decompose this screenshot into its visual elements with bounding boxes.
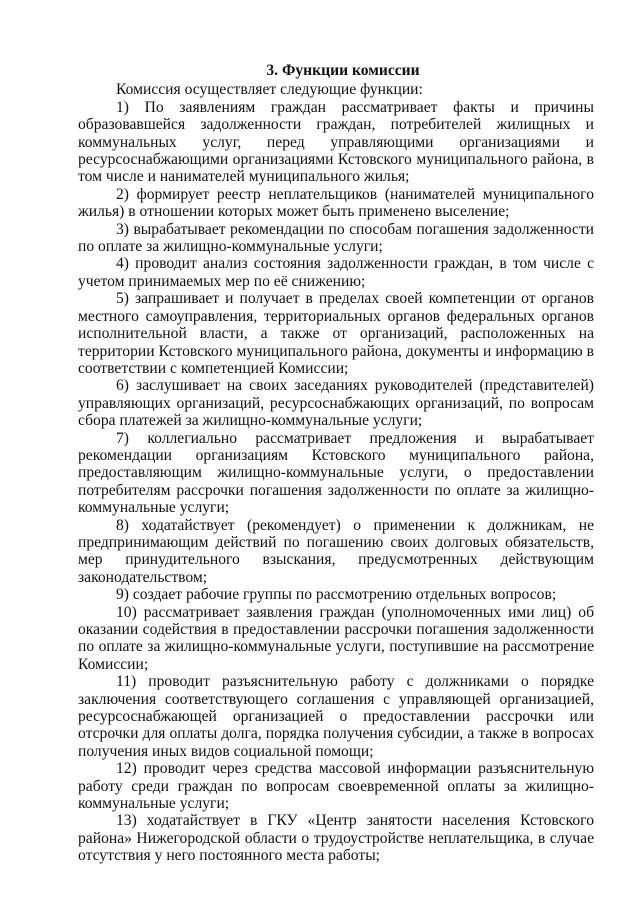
list-item-12: 12) проводит через средства массовой информации разъяснительную работу среди граждан по вопросам своевременной оплаты за жилищно-коммунальные услуги; <box>78 760 594 813</box>
list-item-9: 9) создает рабочие группы по рассмотрению отдельных вопросов; <box>116 586 557 604</box>
list-item-7: 7) коллегиально рассматривает предложения и вырабатывает рекомендации организациям Кстовского муниципального района, предоставляющим жилищно-коммунальные услуги, о предоставлении потребителям рассрочки погашения задолженности по оплате за жилищно-коммунальные услуги; <box>78 429 594 517</box>
list-item-10: 10) рассматривает заявления граждан (уполномоченных ими лиц) об оказании содействия в предоставлении рассрочки погашения задолженности по оплате за жилищно-коммунальные услуги, поступившие на рассмотрение Комиссии; <box>78 603 594 673</box>
list-item-5: 5) запрашивает и получает в пределах своей компетенции от органов местного самоуправления, территориальных органов федеральных органов исполнительной власти, а также от организаций, расположенных на территории Кстовского муниципального района, документы и информацию в соответствии с компетенцией Комиссии; <box>78 290 594 377</box>
list-item-8: 8) ходатайствует (рекомендует) о применении к должникам, не предпринимающим действий по погашению своих долговых обязательств, мер принудительного взыскания, предусмотренных действующим законодательством; <box>78 516 594 586</box>
section-heading: 3. Функции комиссии <box>266 62 420 79</box>
list-item-3: 3) вырабатывает рекомендации по способам погашения задолженности по оплате за жилищно-коммунальные услуги; <box>78 220 594 256</box>
list-item-11: 11) проводит разъяснительную работу с должниками о порядке заключения соответствующего соглашения с управляющей организацией, ресурсоснабжающей организацией о предоставлении рассрочки или отсрочки для оплаты долга, порядка получения субсидии, а также в вопросах получения иных видов социальной помощи; <box>78 673 594 760</box>
document-page <box>78 62 594 865</box>
list-item-13: 13) ходатайствует в ГКУ «Центр занятости населения Кстовского района» Нижегородской области о трудоустройстве неплательщика, в случае отсутствия у него постоянного места работы; <box>78 812 594 865</box>
list-item-4: 4) проводит анализ состояния задолженности граждан, в том числе с учетом принимаемых мер по её снижению; <box>78 255 594 290</box>
list-item-1: 1) По заявлениям граждан рассматривает факты и причины образовавшейся задолженности граждан, потребителей жилищных и коммунальных услуг, перед управляющими организациями и ресурсоснабжающими организациями Кстовского муниципального района, в том числе и нанимателей муниципального жилья; <box>78 98 594 186</box>
intro-paragraph: Комиссия осуществляет следующие функции: <box>116 81 423 99</box>
list-item-2: 2) формирует реестр неплательщиков (нанимателей муниципального жилья) в отношении которых может быть применено выселение; <box>78 185 594 221</box>
list-item-6: 6) заслушивает на своих заседаниях руководителей (представителей) управляющих организаций, ресурсоснабжающих организаций, по вопросам сбора платежей за жилищно-коммунальные услуги; <box>78 377 594 430</box>
